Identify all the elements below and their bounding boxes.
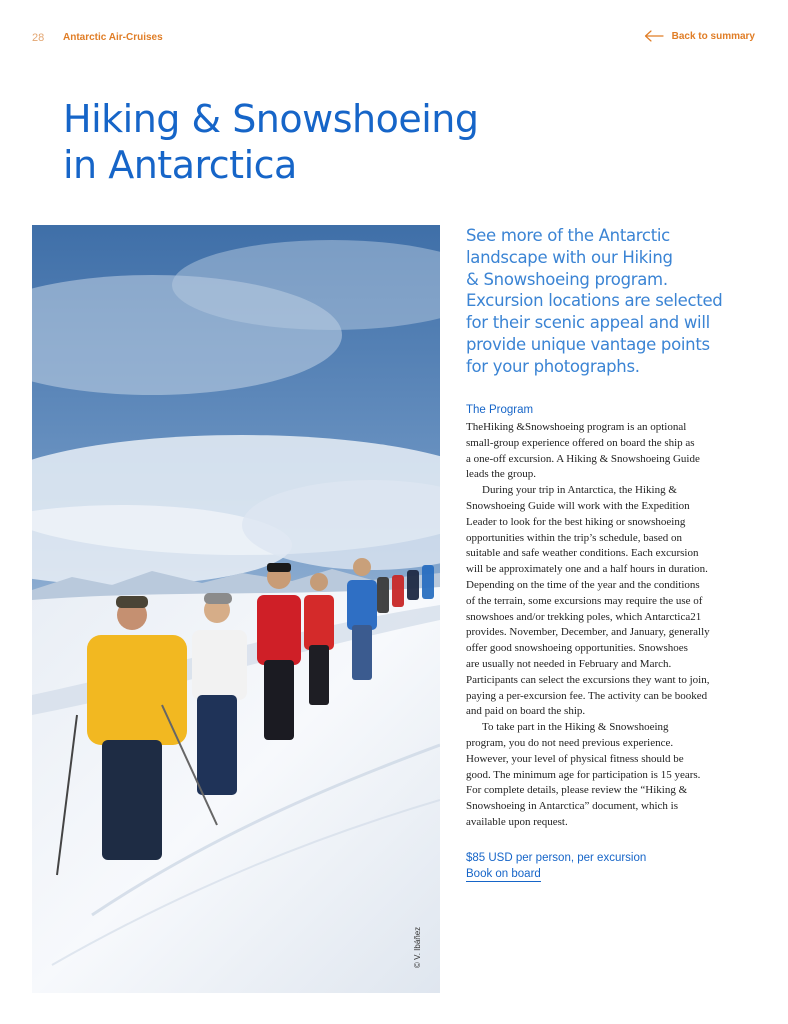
body-line: paying a per-excursion fee. The activity can be booked [466,689,708,702]
body-line: and paid on board the ship. [466,705,586,718]
body-line: Snowshoeing Guide will work with the Expedition [466,499,690,512]
program-heading: The Program [466,404,534,416]
body-line: will be approximately one and a half hours in duration. [466,563,708,576]
photo-credit: © V. Ibáñez [413,926,422,968]
body-line: small-group experience offered on board the ship as [466,436,695,449]
body-line: During your trip in Antarctica, the Hiking & [482,484,677,497]
lead-paragraph [466,225,726,378]
body-line: a one-off excursion. A Hiking & Snowshoeing Guide [466,452,700,465]
body-line: Leader to look for the best hiking or snowshoeing [466,515,686,528]
lead-line: for their scenic appeal and will [466,313,710,333]
hikers-photo [32,225,440,993]
body-line: Depending on the time of the year and the conditions [466,578,700,591]
lead-line: provide unique vantage points [466,334,710,354]
hikers-photo-image [32,225,440,993]
body-line: TheHiking &Snowshoeing program is an optional [466,421,687,433]
page-number: 28 [32,32,45,44]
body-line: available upon request. [466,815,568,828]
page-title-line-2: in Antarctica [63,143,297,187]
body-line: Snowshoeing in Antarctica” document, which is [466,800,679,813]
arrow-left-icon [644,30,664,42]
body-line: offer good snowshoeing opportunities. Snowshoes [466,642,688,655]
lead-line: & Snowshoeing program. [466,269,668,289]
body-line: program, you do not need previous experience. [466,736,674,749]
book-on-board-link[interactable]: Book on board [466,868,541,880]
back-to-summary-link[interactable] [644,30,755,42]
body-line: However, your level of physical fitness should be [466,752,684,765]
program-body [466,420,728,831]
page-title-line-1: Hiking & Snowshoeing [63,97,479,141]
body-line: provides. November, December, and January, generally [466,626,710,639]
body-line: snowshoes and/or trekking poles, which Antarctica21 [466,610,702,623]
body-line: To take part in the Hiking & Snowshoeing [482,721,669,734]
body-line: leads the group. [466,468,536,481]
body-line: opportunities within the trip’s schedule, based on [466,531,682,544]
lead-line: See more of the Antarctic [466,226,670,245]
back-to-summary-label: Back to summary [671,30,755,42]
body-line: suitable and safe weather conditions. Each excursion [466,547,699,560]
body-line: are usually not needed in February and March. [466,657,672,670]
body-line: For complete details, please review the “Hiking & [466,784,688,797]
brand-name: Antarctic Air-Cruises [63,32,163,43]
lead-line: Excursion locations are selected [466,291,723,311]
body-line: of the terrain, some excursions may require the use of [466,594,703,607]
page-title [63,96,483,188]
body-line: Participants can select the excursions they want to join, [466,673,710,686]
lead-line: for your photographs. [466,356,640,376]
price-text: $85 USD per person, per excursion [466,852,647,864]
body-line: good. The minimum age for participation is 15 years. [466,768,701,781]
lead-line: landscape with our Hiking [466,247,673,267]
